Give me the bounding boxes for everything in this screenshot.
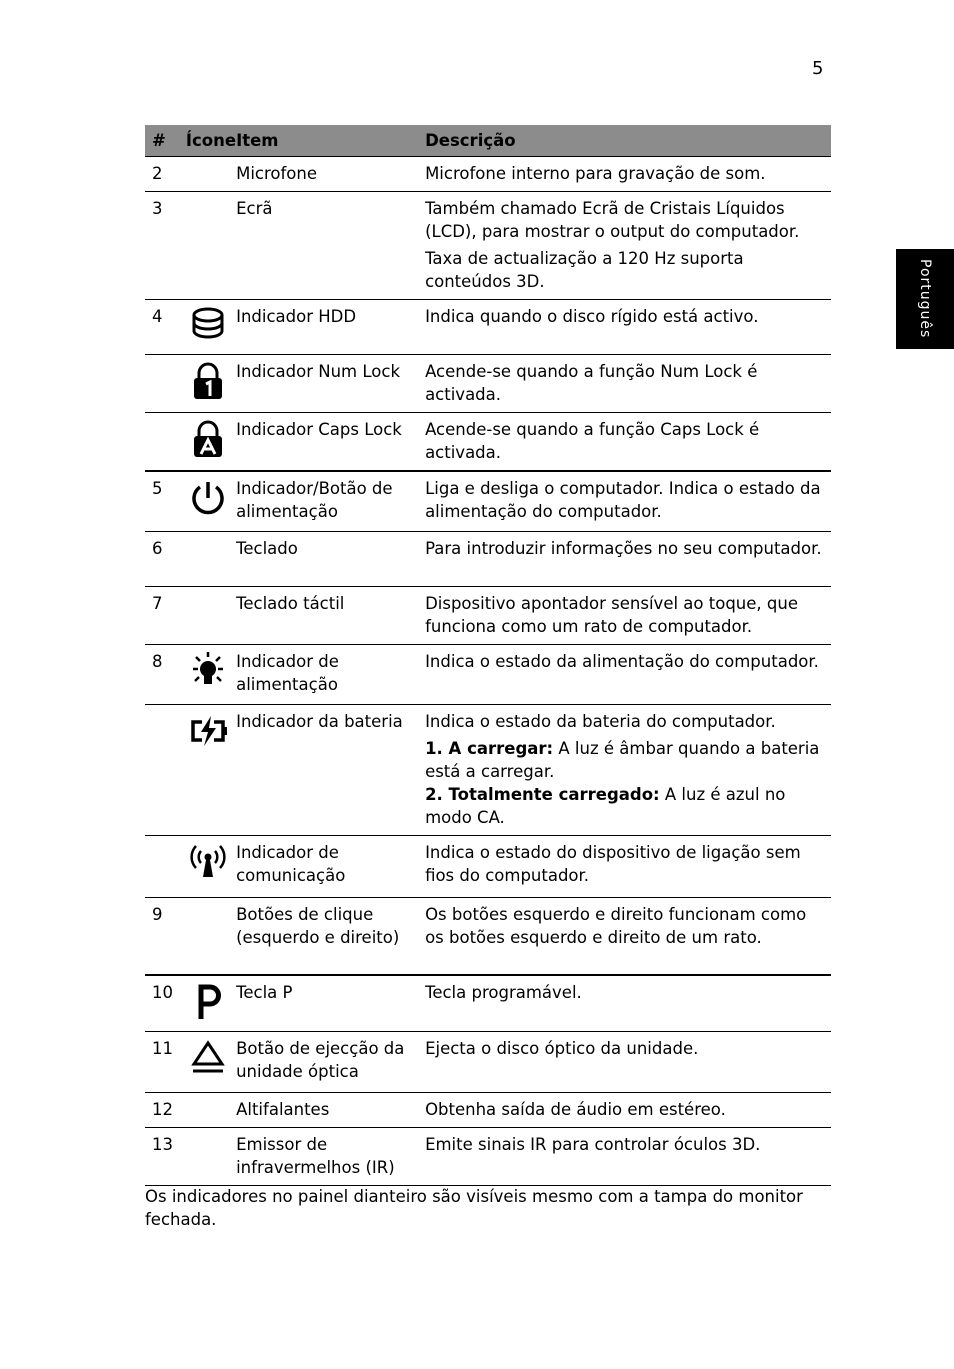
- row-description: [418, 1031, 831, 1092]
- row-item: Emissor de infravermelhos (IR): [229, 1127, 418, 1185]
- row-description: [418, 192, 831, 300]
- table-row: [145, 975, 831, 1031]
- row-number: 5: [145, 471, 179, 531]
- row-number: 10: [145, 975, 179, 1031]
- row-description: [418, 157, 831, 192]
- row-item: Microfone: [229, 157, 418, 192]
- power-icon: [188, 477, 228, 517]
- description-text: Indica o estado da alimentação do computador.: [425, 651, 819, 671]
- description-text: Acende-se quando a função Num Lock é activada.: [425, 362, 758, 404]
- description-text: Emite sinais IR para controlar óculos 3D.: [425, 1134, 761, 1154]
- row-number: 12: [145, 1092, 179, 1127]
- row-item: Indicador da bateria: [229, 704, 418, 835]
- row-icon-cell: [179, 1127, 229, 1185]
- row-description: [418, 300, 831, 355]
- description-text: Indica quando o disco rígido está activo.: [425, 307, 759, 326]
- row-item: Botão de ejecção da unidade óptica: [229, 1031, 418, 1092]
- components-table: [145, 125, 831, 1186]
- description-text: Também chamado Ecrã de Cristais Líquidos (LCD), para mostrar o output do computador.: [425, 199, 800, 241]
- description-text: Dispositivo apontador sensível ao toque, que funciona como um rato de computador.: [425, 593, 798, 636]
- row-icon-cell: [179, 704, 229, 835]
- footnote: Os indicadores no painel dianteiro são visíveis mesmo com a tampa do monitor fechada.: [145, 1187, 803, 1229]
- description-text: Acende-se quando a função Caps Lock é activada.: [425, 420, 760, 462]
- state-label: 1. A carregar:: [425, 738, 554, 758]
- row-item: Indicador HDD: [229, 300, 418, 355]
- row-item: Indicador Caps Lock: [229, 413, 418, 472]
- row-number: 13: [145, 1127, 179, 1185]
- row-icon-cell: [179, 835, 229, 897]
- row-description: [418, 644, 831, 704]
- state-text: A luz é azul no modo CA.: [425, 784, 786, 827]
- battery-state-full: [425, 783, 824, 829]
- table-row: [145, 835, 831, 897]
- language-tab-label: Português: [917, 259, 933, 339]
- table-header-row: [145, 125, 831, 157]
- hdd-icon: [188, 305, 228, 345]
- row-number: 3: [145, 192, 179, 300]
- eject-icon: [188, 1037, 228, 1077]
- table-row: [145, 413, 831, 472]
- table-row: [145, 192, 831, 300]
- table-row: [145, 644, 831, 704]
- description-text: Os botões esquerdo e direito funcionam como os botões esquerdo e direito de um rato.: [425, 904, 807, 947]
- caps-lock-icon: [188, 418, 228, 458]
- row-number: [145, 355, 179, 413]
- row-number: 8: [145, 644, 179, 704]
- table-row: [145, 586, 831, 644]
- description-text: Indica o estado da bateria do computador.: [425, 711, 776, 731]
- row-description: [418, 413, 831, 472]
- row-icon-cell: [179, 192, 229, 300]
- state-label: 2. Totalmente carregado:: [425, 784, 660, 804]
- row-description: [418, 586, 831, 644]
- table-row: [145, 355, 831, 413]
- row-icon-cell: [179, 413, 229, 472]
- row-icon-cell: [179, 355, 229, 413]
- table-row: [145, 1127, 831, 1185]
- header-icon: Ícone: [179, 125, 229, 157]
- state-text: A luz é âmbar quando a bateria está a carregar.: [425, 738, 820, 781]
- row-icon-cell: [179, 975, 229, 1031]
- description-text: Para introduzir informações no seu computador.: [425, 538, 822, 558]
- row-description: [418, 355, 831, 413]
- row-icon-cell: [179, 1031, 229, 1092]
- row-item: Indicador/Botão de alimentação: [229, 471, 418, 531]
- row-icon-cell: [179, 644, 229, 704]
- table-row: [145, 471, 831, 531]
- table-row: [145, 1092, 831, 1127]
- row-description: [418, 897, 831, 975]
- header-number: #: [145, 125, 179, 157]
- table-row: [145, 531, 831, 586]
- page-number: 5: [812, 58, 824, 79]
- num-lock-icon: [188, 360, 228, 400]
- description-text: Obtenha saída de áudio em estéreo.: [425, 1099, 726, 1119]
- row-number: 7: [145, 586, 179, 644]
- row-icon-cell: [179, 471, 229, 531]
- row-number: [145, 704, 179, 835]
- table-row: [145, 1031, 831, 1092]
- row-icon-cell: [179, 300, 229, 355]
- row-description: [418, 471, 831, 531]
- row-number: 9: [145, 897, 179, 975]
- row-item: Botões de clique (esquerdo e direito): [229, 897, 418, 975]
- row-number: 11: [145, 1031, 179, 1092]
- row-icon-cell: [179, 586, 229, 644]
- p-key-icon: [188, 981, 228, 1021]
- row-number: 2: [145, 157, 179, 192]
- row-description: [418, 704, 831, 835]
- row-item: Indicador Num Lock: [229, 355, 418, 413]
- table-row: [145, 300, 831, 355]
- row-item: Indicador de alimentação: [229, 644, 418, 704]
- table-row: [145, 897, 831, 975]
- language-tab: [896, 249, 954, 349]
- row-icon-cell: [179, 531, 229, 586]
- row-item: Altifalantes: [229, 1092, 418, 1127]
- battery-state-charging: [425, 737, 824, 783]
- row-number: [145, 835, 179, 897]
- row-description: [418, 1092, 831, 1127]
- description-text: Tecla programável.: [425, 983, 582, 1002]
- row-item: Teclado: [229, 531, 418, 586]
- table-row: [145, 157, 831, 192]
- description-text: Microfone interno para gravação de som.: [425, 164, 766, 183]
- description-text: Ejecta o disco óptico da unidade.: [425, 1038, 699, 1058]
- row-item: Indicador de comunicação: [229, 835, 418, 897]
- row-description: [418, 1127, 831, 1185]
- row-number: 6: [145, 531, 179, 586]
- row-description: [418, 835, 831, 897]
- table-row: [145, 704, 831, 835]
- header-description: Descrição: [418, 125, 831, 157]
- row-description: [418, 531, 831, 586]
- row-icon-cell: [179, 1092, 229, 1127]
- row-item: Ecrã: [229, 192, 418, 300]
- row-number: 4: [145, 300, 179, 355]
- row-item: Tecla P: [229, 975, 418, 1031]
- battery-icon: [188, 710, 228, 750]
- header-item: Item: [229, 125, 418, 157]
- wireless-icon: [188, 841, 228, 881]
- row-icon-cell: [179, 157, 229, 192]
- description-text: Indica o estado do dispositivo de ligação sem fios do computador.: [425, 842, 801, 885]
- description-text: Liga e desliga o computador. Indica o estado da alimentação do computador.: [425, 479, 821, 521]
- description-text: Taxa de actualização a 120 Hz suporta conteúdos 3D.: [425, 249, 744, 291]
- row-icon-cell: [179, 897, 229, 975]
- row-description: [418, 975, 831, 1031]
- row-item: Teclado táctil: [229, 586, 418, 644]
- power-indicator-icon: [188, 650, 228, 690]
- row-number: [145, 413, 179, 472]
